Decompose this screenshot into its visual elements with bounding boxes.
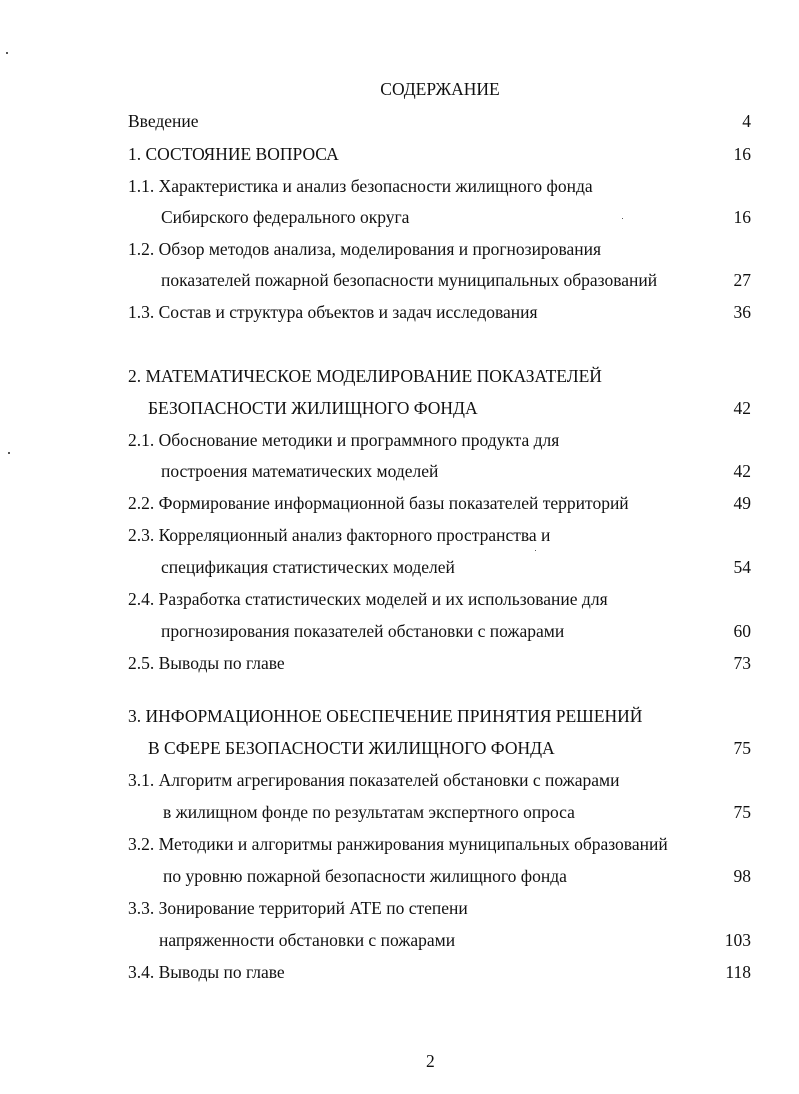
toc-entry-s1-2-cont: показателей пожарной безопасности муниципальных образований xyxy=(161,270,658,290)
toc-page-s2-1: 42 xyxy=(733,461,751,481)
toc-entry-s3-1: 3.1. Алгоритм агрегирования показателей обстановки с пожарами xyxy=(128,770,620,790)
scan-speck xyxy=(622,218,623,219)
toc-page-s3-1: 75 xyxy=(733,802,751,822)
toc-entry-s2-5: 2.5. Выводы по главе xyxy=(128,653,285,673)
toc-entry-s3-1-cont: в жилищном фонде по результатам экспертного опроса xyxy=(163,802,575,822)
toc-page-s2: 42 xyxy=(733,398,751,418)
toc-page-s3-3: 103 xyxy=(724,930,751,950)
toc-entry-s2: 2. МАТЕМАТИЧЕСКОЕ МОДЕЛИРОВАНИЕ ПОКАЗАТЕЛЕЙ xyxy=(128,366,602,386)
scan-speck xyxy=(535,550,536,551)
toc-page-s2-3: 54 xyxy=(733,557,751,577)
toc-page-s1-1: 16 xyxy=(733,207,751,227)
scan-speck xyxy=(6,52,8,54)
toc-page-s2-4: 60 xyxy=(733,621,751,641)
toc-page-s1-2: 27 xyxy=(733,270,751,290)
toc-entry-s2-1: 2.1. Обоснование методики и программного продукта для xyxy=(128,430,560,450)
toc-page-s2-5: 73 xyxy=(733,653,751,673)
toc-entry-s1-1: 1.1. Характеристика и анализ безопасности жилищного фонда xyxy=(128,176,593,196)
toc-page-s2-2: 49 xyxy=(733,493,751,513)
toc-entry-s1-3: 1.3. Состав и структура объектов и задач исследования xyxy=(128,302,538,322)
toc-entry-s2-4: 2.4. Разработка статистических моделей и их использование для xyxy=(128,589,608,609)
toc-entry-s1-1-cont: Сибирского федерального округа xyxy=(161,207,410,227)
toc-entry-s3-4: 3.4. Выводы по главе xyxy=(128,962,285,982)
toc-page-s3-2: 98 xyxy=(733,866,751,886)
toc-entry-s3-2: 3.2. Методики и алгоритмы ранжирования муниципальных образований xyxy=(128,834,668,854)
page-title: СОДЕРЖАНИЕ xyxy=(380,79,500,99)
toc-entry-s2-3-cont: спецификация статистических моделей xyxy=(161,557,455,577)
toc-entry-s3-3-cont: напряженности обстановки с пожарами xyxy=(159,930,456,950)
toc-page-s3: 75 xyxy=(733,738,751,758)
page-number: 2 xyxy=(426,1051,435,1071)
toc-page-s3-4: 118 xyxy=(725,962,751,982)
toc-entry-s3: 3. ИНФОРМАЦИОННОЕ ОБЕСПЕЧЕНИЕ ПРИНЯТИЯ РЕШЕНИЙ xyxy=(128,706,643,726)
toc-page-intro: 4 xyxy=(742,111,751,131)
toc-entry-s3-cont: В СФЕРЕ БЕЗОПАСНОСТИ ЖИЛИЩНОГО ФОНДА xyxy=(148,738,555,758)
toc-entry-s2-1-cont: построения математических моделей xyxy=(161,461,439,481)
toc-entry-s2-3: 2.3. Корреляционный анализ факторного пространства и xyxy=(128,525,551,545)
toc-entry-s3-3: 3.3. Зонирование территорий АТЕ по степени xyxy=(128,898,468,918)
toc-entry-s1-2: 1.2. Обзор методов анализа, моделирования и прогнозирования xyxy=(128,239,602,259)
toc-page-s1-3: 36 xyxy=(733,302,751,322)
toc-entry-s2-2: 2.2. Формирование информационной базы показателей территорий xyxy=(128,493,629,513)
toc-entry-s2-4-cont: прогнозирования показателей обстановки с пожарами xyxy=(161,621,565,641)
scan-speck xyxy=(8,452,10,454)
toc-entry-s3-2-cont: по уровню пожарной безопасности жилищного фонда xyxy=(163,866,567,886)
toc-entry-s2-cont: БЕЗОПАСНОСТИ ЖИЛИЩНОГО ФОНДА xyxy=(148,398,478,418)
toc-entry-intro: Введение xyxy=(128,111,199,131)
toc-page-s1: 16 xyxy=(733,144,751,164)
toc-entry-s1: 1. СОСТОЯНИЕ ВОПРОСА xyxy=(128,144,339,164)
